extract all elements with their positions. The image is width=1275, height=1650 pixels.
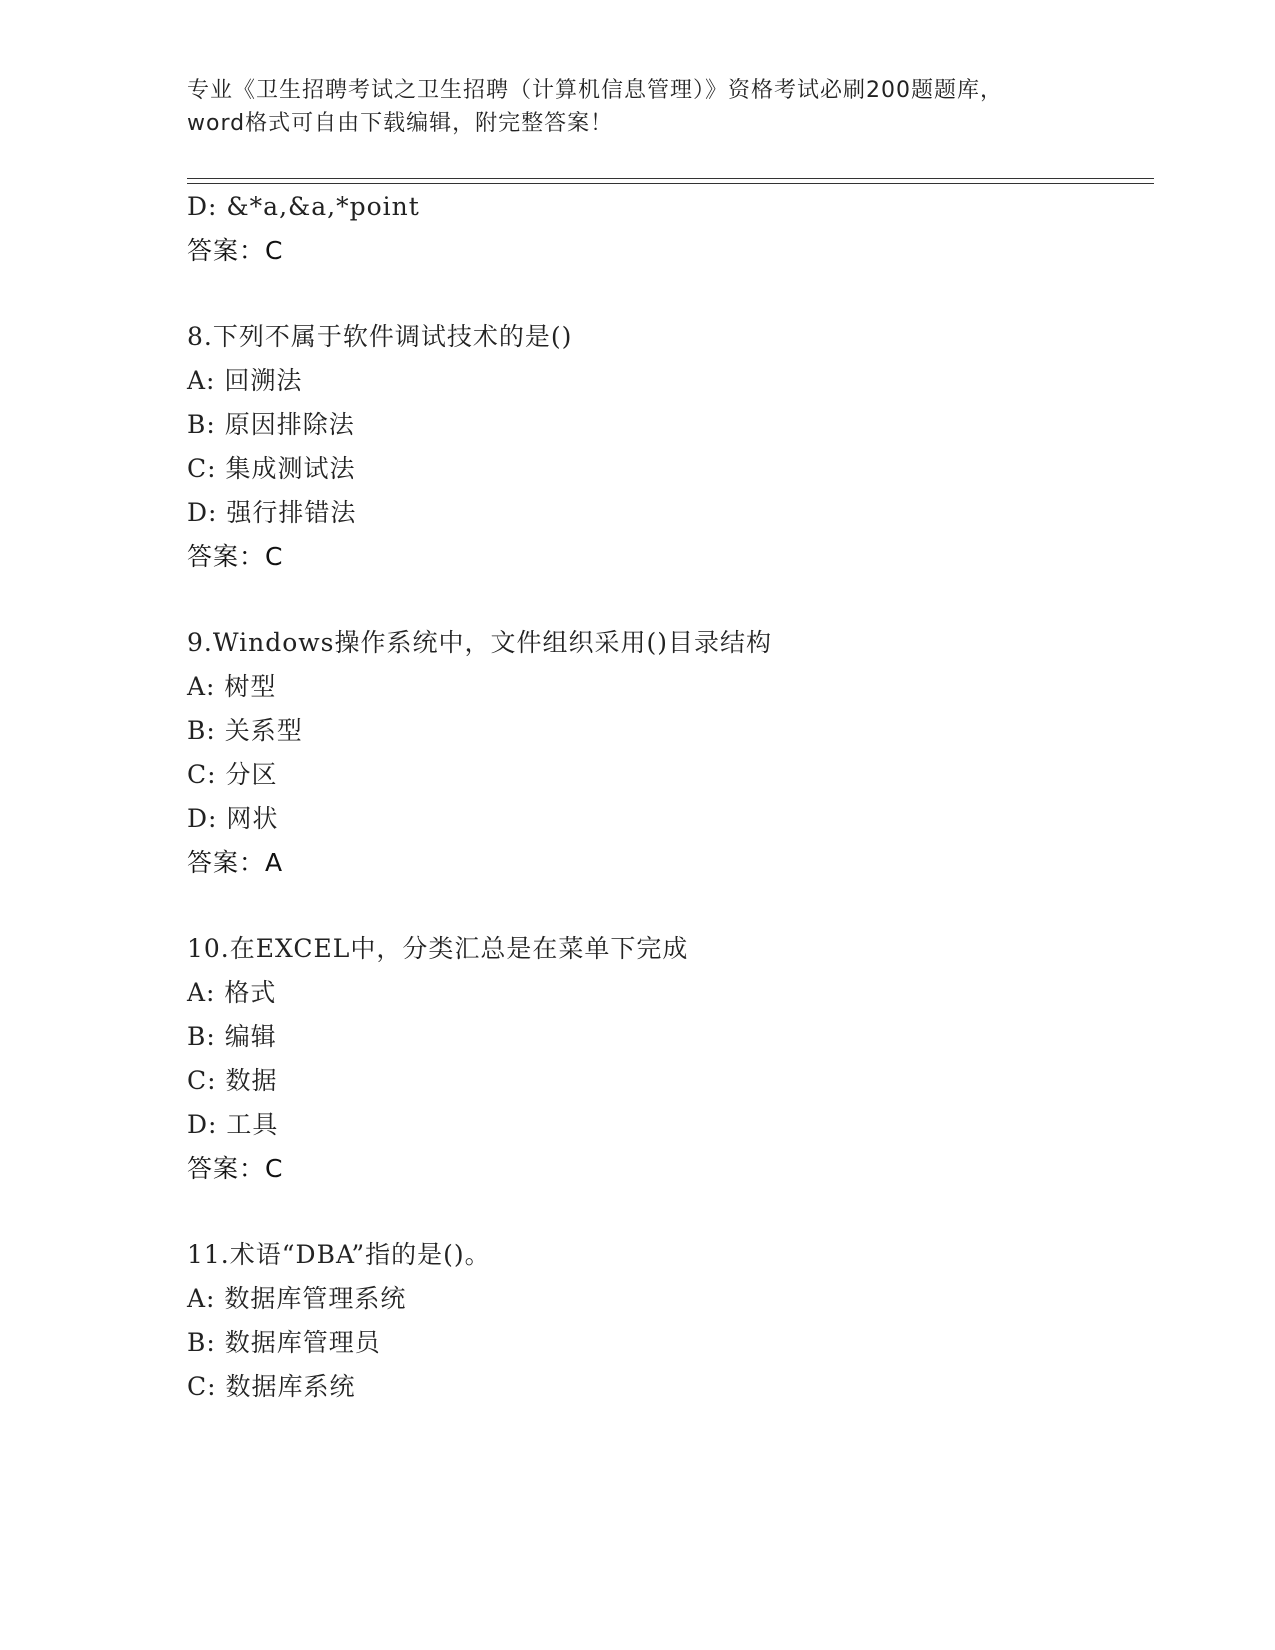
- header-title-line-1: 专业《卫生招聘考试之卫生招聘（计算机信息管理）》资格考试必刷200题题库，: [187, 78, 1003, 103]
- option-a: A: 树型: [187, 672, 277, 701]
- option-b: B: 编辑: [187, 1022, 277, 1051]
- option-d: D: 强行排错法: [187, 498, 357, 527]
- option-a: A: 格式: [187, 978, 277, 1007]
- answer-text: 答案：C: [187, 236, 284, 265]
- option-d: D: 网状: [187, 804, 279, 833]
- option-d: D: &*a,&a,*point: [187, 192, 420, 221]
- answer-text: 答案：C: [187, 542, 284, 571]
- option-a: A: 回溯法: [187, 366, 303, 395]
- option-c: C: 数据: [187, 1066, 278, 1095]
- header-divider-top: [187, 178, 1154, 179]
- answer-text: 答案：C: [187, 1154, 284, 1183]
- option-c: C: 集成测试法: [187, 454, 356, 483]
- document-header: [187, 74, 1157, 140]
- question-stem: 9.Windows操作系统中，文件组织采用()目录结构: [187, 628, 772, 657]
- header-title-line-2: word格式可自由下载编辑，附完整答案！: [187, 111, 614, 136]
- option-b: B: 原因排除法: [187, 410, 355, 439]
- option-a: A: 数据库管理系统: [187, 1284, 407, 1313]
- header-divider-bottom: [187, 183, 1154, 184]
- question-stem: 11.术语“DBA”指的是()。: [187, 1240, 491, 1269]
- option-c: C: 分区: [187, 760, 278, 789]
- question-stem: 8.下列不属于软件调试技术的是(): [187, 322, 573, 351]
- question-stem: 10.在EXCEL中，分类汇总是在菜单下完成: [187, 934, 689, 963]
- answer-text: 答案：A: [187, 848, 284, 877]
- option-c: C: 数据库系统: [187, 1372, 356, 1401]
- option-b: B: 数据库管理员: [187, 1328, 381, 1357]
- option-d: D: 工具: [187, 1110, 279, 1139]
- option-b: B: 关系型: [187, 716, 303, 745]
